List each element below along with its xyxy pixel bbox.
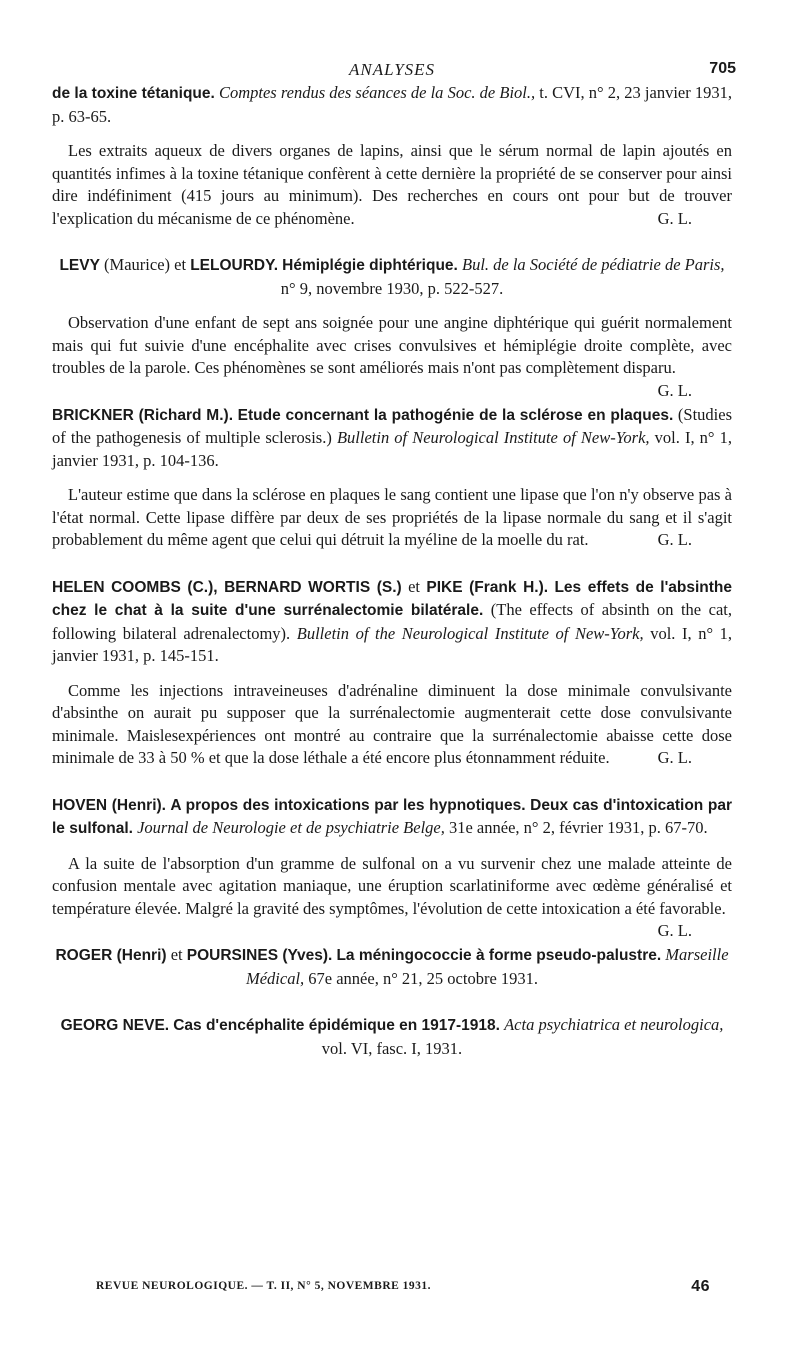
entry-roger — [52, 944, 732, 990]
signature: G. L. — [657, 748, 692, 767]
page-header — [52, 52, 736, 82]
entry-citation: de la toxine tétanique. Comptes rendus des séances de la Soc. de Biol., t. CVI, n° 2, 23 janvier 1931, p. 63-65. — [52, 83, 733, 126]
entry-summary: Comme les injections intraveineuses d'adrénaline diminuent la dose minimale convulsivante d'absinthe on aurait pu supposer que la surrénalectomie augmenterait cette dose convulsivante minimale. Maislesexpériences ont montré au contraire que la surrénalectomie abaisse cette dose minimale de 33 à 50 % et que la dose léthale a été encore plus étonnamment réduite. G. L. — [52, 680, 732, 770]
entry-summary: L'auteur estime que dans la sclérose en plaques le sang contient une lipase que l'on n'y observe pas à l'état normal. Cette lipase diffère par deux de ses propriétés de la lipase normale du sang et il s'agit probablement du même agent que celui qui détruit la myéline de la moelle du rat. G. L. — [52, 484, 732, 552]
signature: G. L. — [657, 380, 692, 400]
entry-citation: ROGER (Henri) et POURSINES (Yves). La méningococcie à forme pseudo-palustre. Marseille Médical, 67e année, n° 21, 25 octobre 1931. — [55, 945, 729, 988]
entry-levy — [52, 254, 732, 400]
page-number: 705 — [709, 60, 736, 77]
entry-hoven — [52, 794, 732, 940]
signature: G. L. — [657, 921, 692, 940]
signature: G. L. — [657, 208, 692, 228]
entry-citation: GEORG NEVE. Cas d'encéphalite épidémique en 1917-1918. Acta psychiatrica et neurologica, vol. VI, fasc. I, 1931. — [60, 1015, 724, 1058]
entry-coombs — [52, 576, 732, 770]
signature: G. L. — [657, 530, 692, 549]
entry-summary: Les extraits aqueux de divers organes de lapins, ainsi que le sérum normal de lapin ajoutés en quantités infimes à la toxine tétanique confèrent à cette dernière la propriété de se conserver pour ainsi dire indéfiniment (415 jours au minimum). Des recherches en cours ont pour but de trouver l'explication du mécanisme de ce phénomène. G. L. — [52, 140, 732, 230]
entry-brickner — [52, 404, 732, 552]
footer-sheet-number: 46 — [691, 1278, 710, 1295]
entry-citation: HELEN COOMBS (C.), BERNARD WORTIS (S.) et PIKE (Frank H.). Les effets de l'absinthe chez le chat à la suite d'une surrénalectomie bilatérale. (The effects of absinth on the cat, following bilateral adrenalectomy). Bulletin of the Neurological Institute of New-York, vol. I, n° 1, janvier 1931, p. 145-151. — [52, 576, 733, 665]
entry-citation: HOVEN (Henri). A propos des intoxications par les hypnotiques. Deux cas d'intoxication par le sulfonal. Journal de Neurologie et de psychiatrie Belge, 31e année, n° 2, février 1931, p. 67-70. — [52, 796, 732, 837]
entry-summary: Observation d'une enfant de sept ans soignée pour une angine diphtérique qui guérit normalement mais qui fut suivie d'une encéphalite avec crises convulsives et hémiplégie droite complète, avec troubles de la parole. Ces phénomènes se sont améliorés mais n'ont pas complètement disparu. G. L. — [52, 312, 732, 380]
page — [52, 52, 736, 1060]
page-footer — [96, 1278, 710, 1294]
running-title: ANALYSES — [348, 60, 436, 79]
entry-toxine — [52, 82, 732, 230]
entry-citation: LEVY (Maurice) et LELOURDY. Hémiplégie diphtérique. Bul. de la Société de pédiatrie de Paris, n° 9, novembre 1930, p. 522-527. — [59, 255, 725, 298]
entry-citation: BRICKNER (Richard M.). Etude concernant la pathogénie de la sclérose en plaques. (Studies of the pathogenesis of multiple sclerosis.) Bulletin of Neurological Institute of New-York, vol. I, n° 1, janvier 1931, p. 104-136. — [52, 404, 733, 470]
footer-journal: REVUE NEUROLOGIQUE. — T. II, N° 5, NOVEMBRE 1931. — [96, 1280, 432, 1292]
entry-summary: A la suite de l'absorption d'un gramme de sulfonal on a vu survenir chez une malade atteinte de confusion mentale avec agitation maniaque, une éruption scarlatiniforme avec œdème généralisé et température élevée. Malgré la gravité des symptômes, l'évolution de cette intoxication a été favorable. G. L. — [52, 853, 732, 921]
entry-neve — [52, 1014, 732, 1060]
